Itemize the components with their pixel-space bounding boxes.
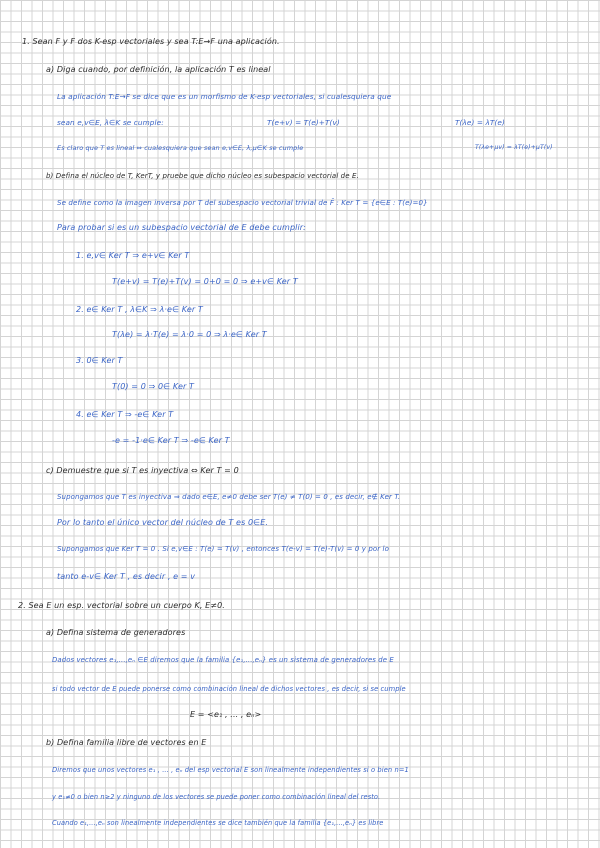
q1b-step-4: 4. e∈ Ker T ⇒ -e∈ Ker T [76,410,174,419]
q1c-line-3: Supongamos que Ker T = 0 . Si e,v∈E : T(e) = T(v) , entonces T(e-v) = T(e)-T(v) = 0 y por lo [57,545,389,553]
q2b-line-3: Cuando e₁,...,eₙ son linealmente independientes se dice también que la familia {e₁,...,eₙ} es libre [52,819,384,827]
q1c-line-2: Por lo tanto el único vector del núcleo de T es 0∈E. [57,518,269,527]
q2b-title: b) Defina familia libre de vectores en E [46,738,207,747]
q1a-line-2: sean e,v∈E, λ∈K se cumple: [57,118,164,127]
q2b-line-1: Diremos que unos vectores e₁ , ... , eₙ del esp vectorial E son linealmente independientes si o bien n=1 [52,766,409,774]
q1c-line-1: Supongamos que T es inyectiva ⇒ dado e∈E, e≠0 debe ser T(e) ≠ T(0) = 0 , es decir, e∉ Ker T. [57,493,401,501]
q1a-additivity: T(e+v) = T(e)+T(v) [267,118,340,127]
q1b-line-2: Para probar si es un subespacio vectorial de E debe cumplir: [57,223,306,232]
q1b-step-1-proof: T(e+v) = T(e)+T(v) = 0+0 = 0 ⇒ e+v∈ Ker T [112,277,298,286]
q2a-title: a) Defina sistema de generadores [46,628,186,637]
q2a-span-formula: E = <e₁ , ... , eₙ> [190,710,262,719]
q1b-step-1: 1. e,v∈ Ker T ⇒ e+v∈ Ker T [76,251,190,260]
q1b-step-2: 2. e∈ Ker T , λ∈K ⇒ λ·e∈ Ker T [76,305,203,314]
q1-header: 1. Sean F y F dos K-esp vectoriales y sea T:E→F una aplicación. [22,37,280,46]
q1a-line-3: Es claro que T es lineal ⇔ cualesquiera que sean e,v∈E, λ,μ∈K se cumple [57,144,304,152]
q1a-homogeneity: T(λe) = λT(e) [455,118,505,127]
q2a-line-1: Dados vectores e₁,...,eₙ ∈E diremos que la familia {e₁,...,eₙ} es un sistema de generadores de E [52,656,394,664]
q2-header: 2. Sea E un esp. vectorial sobre un cuerpo K, E≠0. [18,601,225,610]
q2a-line-2: si todo vector de E puede ponerse como combinación lineal de dichos vectores , es decir, si se cumple [52,685,406,693]
q1b-step-4-proof: -e = -1·e∈ Ker T ⇒ -e∈ Ker T [112,436,230,445]
q1c-line-4: tanto e-v∈ Ker T , es decir , e = v [57,572,196,581]
q2b-line-2: y e₁≠0 o bien n≥2 y ninguno de los vectores se puede poner como combinación lineal del resto. [52,793,381,801]
q1b-step-3-proof: T(0) = 0 ⇒ 0∈ Ker T [112,382,194,391]
q1b-step-2-proof: T(λe) = λ·T(e) = λ·0 = 0 ⇒ λ·e∈ Ker T [112,330,267,339]
q1a-title: a) Diga cuando, por definición, la aplicación T es lineal [46,65,271,74]
q1b-title: b) Defina el núcleo de T, KerT, y pruebe que dicho núcleo es subespacio vectorial de E. [46,172,359,180]
q1c-title: c) Demuestre que si T es inyectiva ⇔ Ker T = 0 [46,466,239,475]
q1b-line-1: Se define como la imagen inversa por T del subespacio vectorial trivial de F̄ : Ker T = {e∈E : T(e)=0} [57,198,428,207]
q1a-linear-combination: T(λe+μv) = λT(e)+μT(v) [475,144,553,151]
q1b-step-3: 3. 0∈ Ker T [76,356,123,365]
q1a-line-1: La aplicación T:E→F se dice que es un morfismo de K-esp vectoriales, si cualesquiera que [57,92,392,101]
